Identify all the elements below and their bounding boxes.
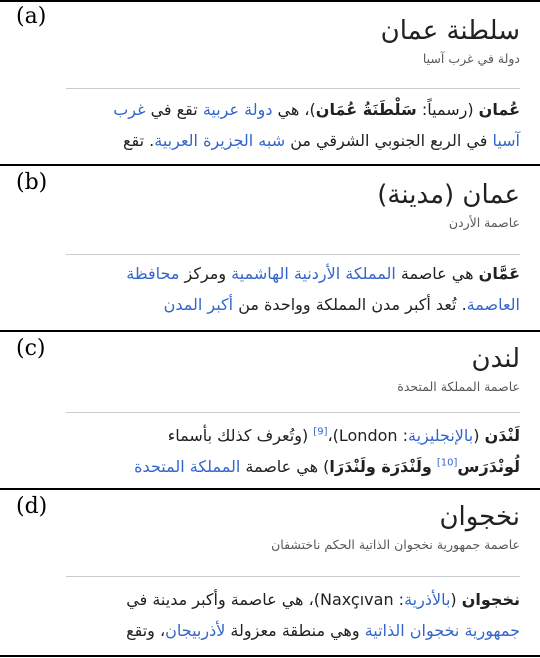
citation-link[interactable]: [9] [313,426,328,438]
article-summary [66,420,520,482]
article-link[interactable]: غرب [113,100,146,119]
summary-line [66,420,520,451]
summary-line [66,615,520,646]
text-run: ومركز [179,264,232,283]
article-title: لندن [471,344,520,374]
text-run: : London)، [327,426,409,445]
summary-line [66,125,520,156]
divider [66,576,520,577]
text-run: ) هي عاصمة [240,457,330,476]
summary-line [66,451,520,482]
panel-label: (d) [16,494,48,519]
article-subtitle: دولة في غرب آسيا [422,51,520,66]
panel-d-bottom-rule [0,655,540,657]
panel-label: (b) [16,170,48,195]
panel-c [0,332,540,488]
article-title: عمان (مدينة) [377,180,520,210]
divider [66,412,520,413]
summary-line [66,584,520,615]
text-run: وهي منطقة معزولة [225,621,365,640]
article-header [70,14,520,68]
article-subtitle: عاصمة المملكة المتحدة [397,379,520,394]
bold-term: سَلْطَنَةُ عُمَان [315,100,417,119]
text-run: هي عاصمة [395,264,479,283]
article-link[interactable]: آسيا [492,131,520,150]
article-title: سلطنة عمان [380,16,520,46]
text-run: تقع في [145,100,203,119]
article-link[interactable]: المملكة الأردنية الهاشمية [231,264,396,283]
article-header [70,342,520,396]
bold-term: ولَنْدَرَة ولَنْدَرَا [329,457,432,476]
text-run: : Naxçıvan)، هي عاصمة وأكبر مدينة في [126,590,405,609]
article-summary [66,258,520,320]
article-link[interactable]: جمهورية نخجوان الذاتية [364,621,520,640]
panel-d [0,490,540,658]
bold-term: نخجوان [461,590,520,609]
bold-term: عَمَّان [478,264,520,283]
article-title: نخجوان [439,502,520,532]
panel-label: (a) [16,4,47,29]
panel-label: (c) [16,336,46,361]
article-link[interactable]: دولة عربية [202,100,273,119]
article-subtitle: عاصمة الأردن [448,215,520,230]
summary-line [66,94,520,125]
summary-line [66,258,520,289]
bold-term: لَنْدَن [484,426,520,445]
text-run: (وتُعرف كذلك بأسماء [167,426,314,445]
text-run: ( [473,426,485,445]
text-run: . تُعد أكبر مدن المملكة وواحدة من [233,295,467,314]
panel-b [0,166,540,330]
text-run: . تقع [123,131,155,150]
article-header [70,500,520,554]
bold-term: عُمان [478,100,520,119]
citation-link[interactable]: [10] [436,457,458,469]
article-header [70,178,520,232]
summary-line [66,289,520,320]
divider [66,88,520,89]
article-link[interactable]: لأذربيجان [165,621,226,640]
divider [66,254,520,255]
article-link[interactable]: المملكة المتحدة [134,457,241,476]
article-link[interactable]: العاصمة [466,295,520,314]
article-link[interactable]: بالأذرية [404,590,451,609]
article-subtitle: عاصمة جمهورية نخجوان الذاتية الحكم ناختشفان [271,537,520,552]
panel-a [0,0,540,164]
bold-term: لُونْدَرَس [457,457,520,476]
article-link[interactable]: بالإنجليزية [408,426,474,445]
text-run: (رسمياً: [416,100,479,119]
article-summary [66,584,520,646]
text-run: ( [450,590,462,609]
text-run: ، وتقع [126,621,166,640]
article-link[interactable]: محافظة [126,264,180,283]
article-link[interactable]: شبه الجزيرة العربية [154,131,286,150]
article-link[interactable]: أكبر المدن [163,295,234,314]
text-run: في الربع الجنوبي الشرقي من [285,131,493,150]
article-summary [66,94,520,156]
text-run: )، هي [272,100,316,119]
